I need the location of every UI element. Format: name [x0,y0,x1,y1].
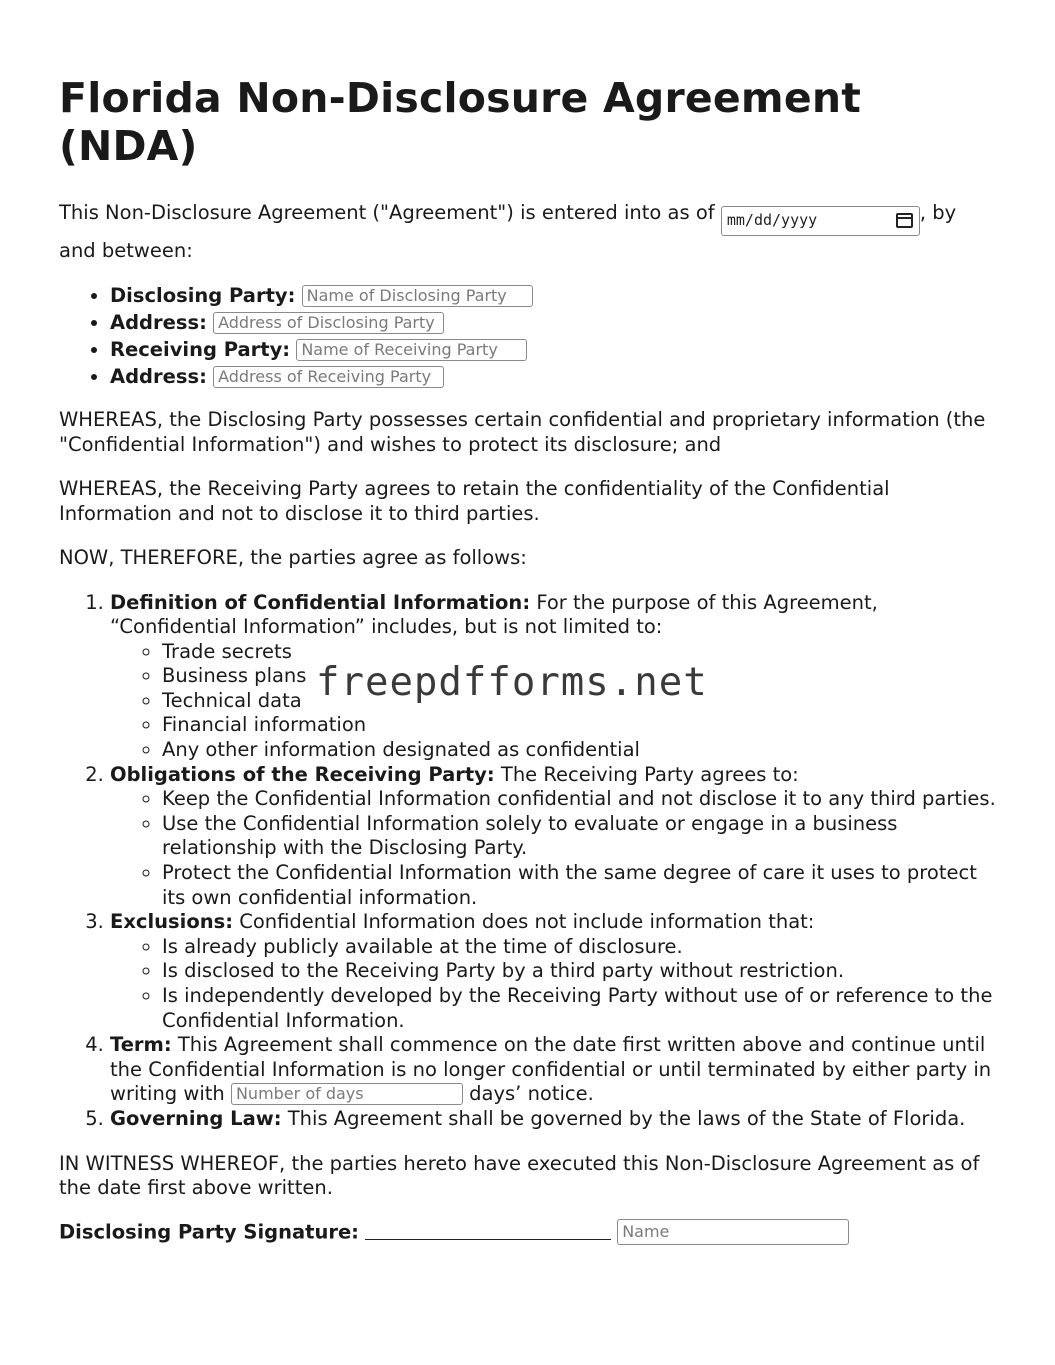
calendar-icon[interactable] [896,213,913,228]
list-item: ◦ Is already publicly available at the time of disclosure. [162,935,999,960]
disclosing-party-name-input[interactable] [302,285,533,307]
intro-paragraph: This Non-Disclosure Agreement ("Agreement") is entered into as of mm/dd/yyyy , by and between: [59,201,957,262]
signature-row [59,1219,999,1245]
notice-days-input[interactable] [231,1083,463,1105]
list-item: ◦ Is independently developed by the Receiving Party without use of or reference to the Confidential Information. [162,984,999,1033]
definition-items [110,640,999,763]
disclosing-party-address-input[interactable] [213,312,444,334]
clause-exclusions: 3. Exclusions: Confidential Information does not include information that: ◦ Is already publicly available at the time of disclosure. ◦ Is disclosed to the Receiving Party by a third party without restriction. ◦ Is independently developed by the Receiving Party without use of or reference to the Confidential Information. [110,910,999,1033]
list-item: ◦ Any other information designated as confidential [162,738,999,763]
parties-list [59,282,999,390]
list-item: • Address: Address of Disclosing Party [110,309,999,336]
list-item: ◦ Keep the Confidential Information confidential and not disclose it to any third parties. [162,787,999,812]
page-title: Florida Non-Disclosure Agreement (NDA) [59,74,862,170]
list-item: ◦ Financial information [162,713,999,738]
list-item: • Address: Address of Receiving Party [110,363,999,390]
receiving-party-address-input[interactable] [213,366,444,388]
list-item: ◦ Trade secrets [162,640,999,665]
clause-term: 4. Term: This Agreement shall commence on the date first written above and continue until the Confidential Information is no longer confidential or until terminated by either party in writing with Number of days days’ notice. [110,1033,999,1107]
whereas-paragraph-2: WHEREAS, the Receiving Party agrees to retain the confidentiality of the Confidential Information and not to disclose it to third parties. [59,477,890,525]
list-item: ◦ Use the Confidential Information solely to evaluate or engage in a business relationship with the Disclosing Party. [162,812,999,861]
exclusion-items [110,935,999,1033]
whereas-paragraph-1: WHEREAS, the Disclosing Party possesses certain confidential and proprietary information (the "Confidential Information") and wishes to protect its disclosure; and [59,408,986,456]
agreement-date-input[interactable]: mm/dd/yyyy [721,206,920,236]
signature-line[interactable] [365,1219,611,1240]
receiving-party-name-input[interactable] [296,339,527,361]
obligation-items [110,787,999,910]
clause-obligations: 2. Obligations of the Receiving Party: The Receiving Party agrees to: ◦ Keep the Confidential Information confidential and not disclose it to any third parties. ◦ Use the Confidential Information solely to evaluate or engage in a business relationship with the Disclosing Party. ◦ Protect the Confidential Information with the same degree of care it uses to protect its own confidential information. [110,763,999,911]
list-item: • Receiving Party: Name of Receiving Party [110,336,999,363]
list-item: ◦ Protect the Confidential Information with the same degree of care it uses to protect its own confidential information. [162,861,999,910]
now-therefore-paragraph: NOW, THEREFORE, the parties agree as follows: [59,546,527,569]
signature-label: Disclosing Party Signature: [59,1220,359,1244]
witness-paragraph: IN WITNESS WHEREOF, the parties hereto have executed this Non-Disclosure Agreement as of the date first above written. [59,1151,980,1200]
list-item: ◦ Is disclosed to the Receiving Party by a third party without restriction. [162,959,999,984]
list-item: ◦ Business plans [162,664,999,689]
signer-name-input[interactable] [617,1219,849,1245]
watermark: freepdfforms.net [316,660,708,705]
list-item: ◦ Technical data [162,689,999,714]
list-item: • Disclosing Party: Name of Disclosing Party [110,282,999,309]
clauses-list [59,591,999,1132]
clause-definition: 1. Definition of Confidential Information: For the purpose of this Agreement, “Confidential Information” includes, but is not limited to: ◦ Trade secrets ◦ Business plans ◦ Technical data ◦ Financial information ◦ Any other information designated as confidential [110,591,999,763]
clause-governing-law: 5. Governing Law: This Agreement shall be governed by the laws of the State of Florida. [110,1107,999,1132]
